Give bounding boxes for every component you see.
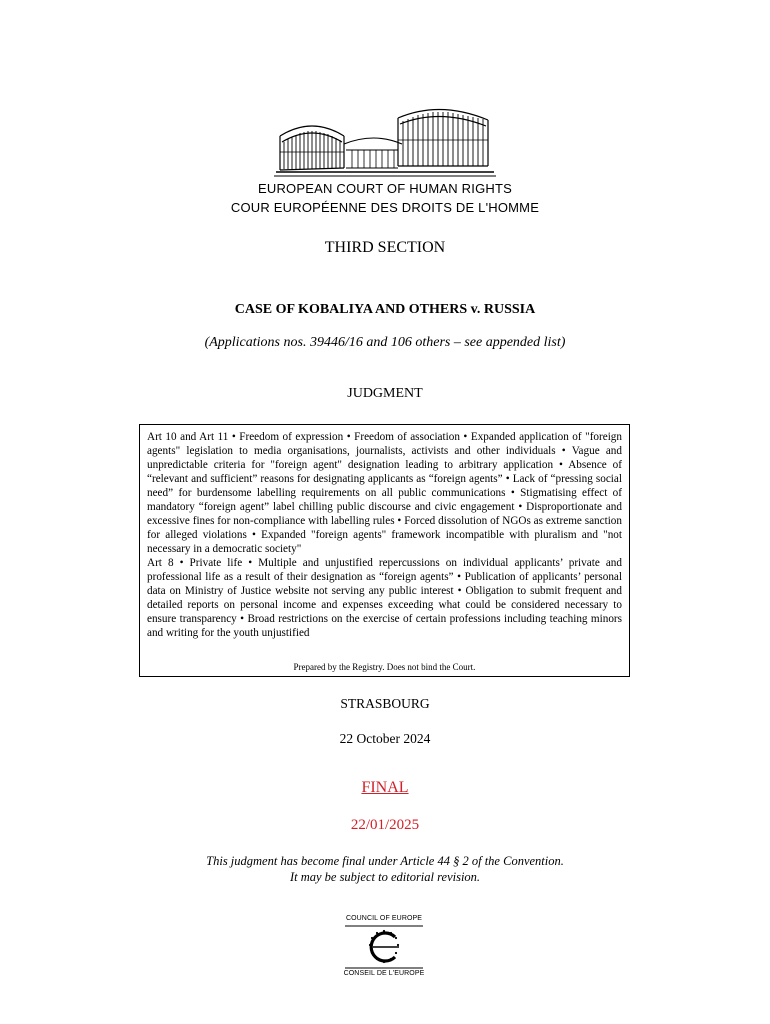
- section-title: THIRD SECTION: [324, 239, 446, 256]
- final-note: [0, 853, 770, 885]
- applications-reference: (Applications nos. 39446/16 and 106 others – see appended list): [204, 335, 566, 350]
- keywords-summary-box: [139, 424, 630, 677]
- final-note-line-1: This judgment has become final under Article 44 § 2 of the Convention.: [206, 854, 564, 868]
- court-name-english: EUROPEAN COURT OF HUMAN RIGHTS: [258, 181, 512, 196]
- case-title: CASE OF KOBALIYA AND OTHERS v. RUSSIA: [234, 302, 536, 317]
- council-of-europe-logo: [343, 915, 425, 979]
- registry-disclaimer: Prepared by the Registry. Does not bind the Court.: [293, 662, 476, 672]
- coe-logo-bottom-text: CONSEIL DE L'EUROPE: [343, 970, 425, 977]
- final-note-line-2: It may be subject to editorial revision.: [289, 870, 481, 884]
- judgment-heading: JUDGMENT: [347, 386, 423, 401]
- echr-building-logo: [274, 106, 496, 182]
- coe-logo-top-text: COUNCIL OF EUROPE: [345, 915, 423, 922]
- final-label: FINAL: [361, 779, 409, 796]
- city: STRASBOURG: [340, 696, 430, 711]
- final-date: 22/01/2025: [350, 817, 420, 833]
- court-name-french: COUR EUROPÉENNE DES DROITS DE L'HOMME: [230, 200, 540, 215]
- keywords-paragraph-art8: Art 8 • Private life • Multiple and unjustified repercussions on individual applicants’ private and professional life as a result of their designation as “foreign agents” • Publication of applicants’ personal data on Ministry of Justice website not serving any public interest • Obligation to submit frequent and detailed reports on personal income and expenses exceeding what could be considered necessary to ensure transparency • Broad restrictions on the exercise of certain professions including teaching minors and writing for the youth unjustified: [147, 557, 622, 639]
- keywords-paragraph-art10-art11: Art 10 and Art 11 • Freedom of expression • Freedom of association • Expanded application of "foreign agents" legislation to media organisations, journalists, activists and other individuals • Vague and unpredictable criteria for "foreign agent" designation leading to arbitrary application • Absence of “relevant and sufficient” reasons for designating applicants as “foreign agents” • Lack of “pressing social need” for burdensome labelling requirements on all public communications • Stigmatising effect of mandatory “foreign agent” label chilling public discourse and civic engagement • Disproportionate and excessive fines for non-compliance with labelling rules • Forced dissolution of NGOs as extreme sanction for alleged violations • Expanded "foreign agents" framework incompatible with pluralism and "not necessary in a democratic society": [147, 431, 622, 555]
- council-of-europe-emblem-icon: [343, 925, 425, 969]
- judgment-date: 22 October 2024: [339, 731, 431, 746]
